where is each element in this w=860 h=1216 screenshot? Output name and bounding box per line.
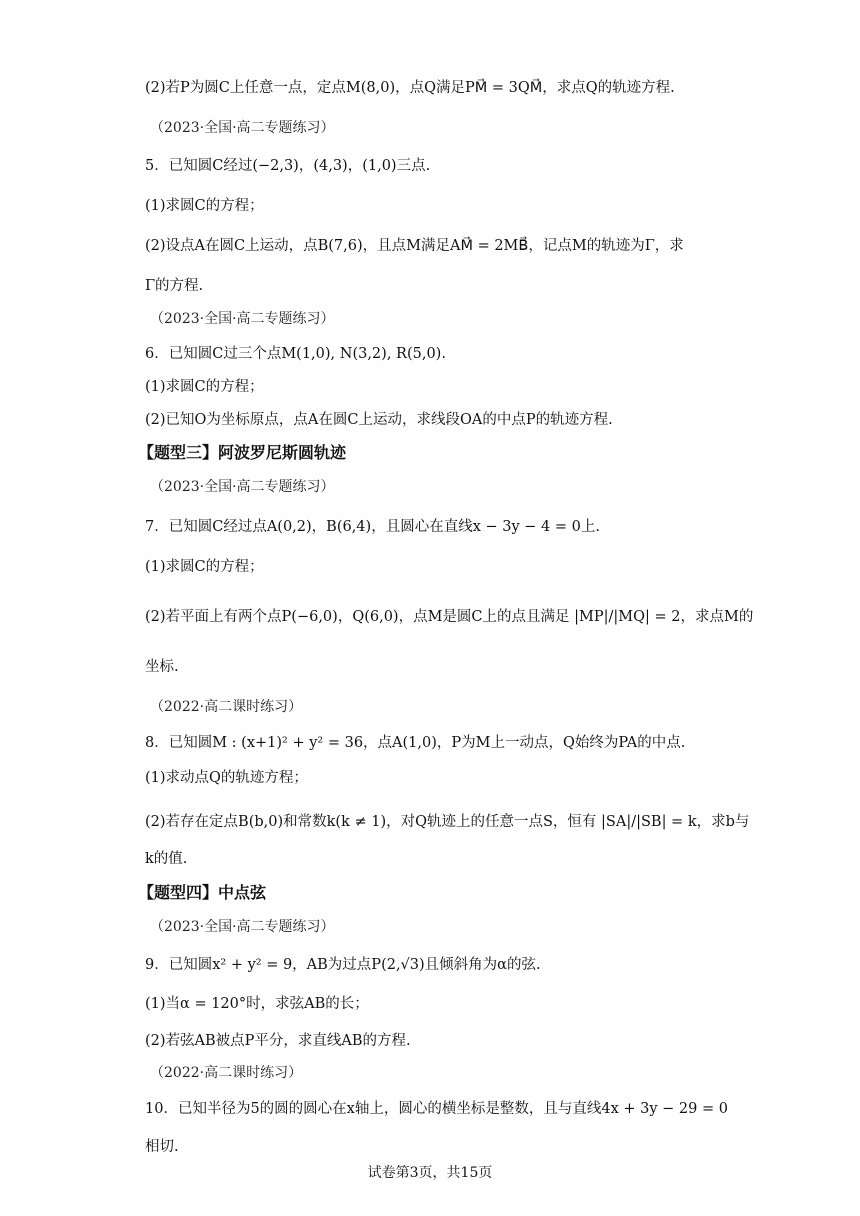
line-1: (2)若P为圆C上任意一点，定点M(8,0)，点Q满足PM⃗ = 3QM⃗，求点Q的轨迹方程. (145, 80, 675, 96)
source-label: （2023·全国·高二专题练习） (150, 479, 335, 495)
line: (1)求动点Q的轨迹方程； (145, 770, 308, 786)
source-label: （2023·全国·高二专题练习） (150, 120, 335, 136)
line: (1)求圆C的方程； (145, 198, 264, 214)
line: (2)若平面上有两个点P(−6,0)，Q(6,0)，点M是圆C上的点且满足 |MP|/|MQ| = 2，求点M的 (145, 609, 754, 625)
section-heading: 【题型四】中点弦 (138, 883, 267, 902)
source-label: （2023·全国·高二专题练习） (150, 919, 335, 935)
line: 相切. (145, 1139, 179, 1155)
section-heading: 【题型三】阿波罗尼斯圆轨迹 (138, 443, 347, 462)
page-footer: 试卷第3页，共15页 (367, 1165, 493, 1181)
source-label: （2022·高二课时练习） (150, 1065, 303, 1081)
line: (2)已知O为坐标原点，点A在圆C上运动，求线段OA的中点P的轨迹方程. (145, 412, 613, 428)
source-label: （2023·全国·高二专题练习） (150, 311, 335, 327)
question-5: 5．已知圆C经过(−2,3)，(4,3)，(1,0)三点. (145, 158, 431, 174)
question-6: 6．已知圆C过三个点M(1,0), N(3,2), R(5,0). (145, 346, 446, 362)
line: (1)当α = 120°时，求弦AB的长； (145, 996, 369, 1012)
line: 坐标. (145, 659, 179, 675)
question-10: 10．已知半径为5的圆的圆心在x轴上，圆心的横坐标是整数，且与直线4x + 3y − 29 = 0 (145, 1101, 728, 1117)
source-label: （2022·高二课时练习） (150, 699, 303, 715)
line: (1)求圆C的方程； (145, 559, 264, 575)
line: (2)若弦AB被点P平分，求直线AB的方程. (145, 1033, 411, 1049)
line: (1)求圆C的方程； (145, 379, 264, 395)
question-8: 8．已知圆M : (x+1)² + y² = 36，点A(1,0)，P为M上一动点，Q始终为PA的中点. (145, 735, 686, 751)
line: Γ的方程. (145, 278, 204, 294)
line: k的值. (145, 851, 188, 867)
line: (2)设点A在圆C上运动，点B(7,6)，且点M满足AM⃗ = 2MB⃗，记点M的轨迹为Γ，求 (145, 238, 684, 254)
line: (2)若存在定点B(b,0)和常数k(k ≠ 1)，对Q轨迹上的任意一点S，恒有 |SA|/|SB| = k，求b与 (145, 814, 750, 830)
question-7: 7．已知圆C经过点A(0,2)，B(6,4)，且圆心在直线x − 3y − 4 = 0上. (145, 519, 600, 535)
question-9: 9．已知圆x² + y² = 9，AB为过点P(2,√3)且倾斜角为α的弦. (145, 957, 541, 973)
